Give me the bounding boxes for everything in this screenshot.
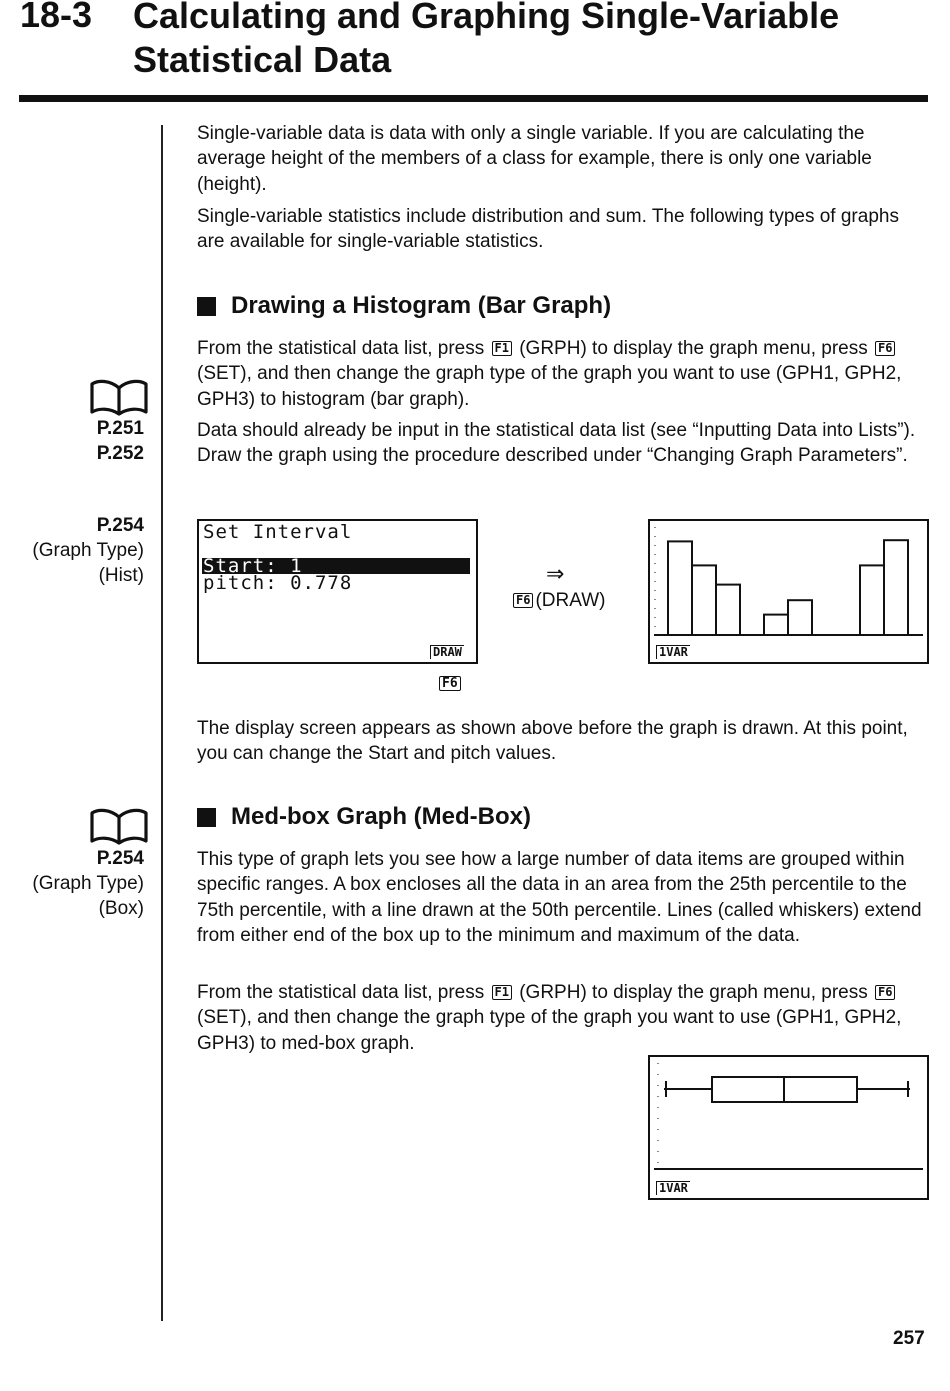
ref-box: (Box)	[98, 898, 144, 919]
histogram-plot	[650, 521, 927, 662]
histogram-bar	[668, 541, 692, 635]
section-number: 18-3	[20, 0, 93, 35]
f1-key-icon: F1	[492, 341, 512, 356]
title-rule	[19, 95, 928, 102]
histogram-bar	[764, 615, 788, 635]
square-bullet-icon-2	[197, 808, 216, 827]
histogram-paragraph-1	[197, 336, 922, 412]
medbox-heading	[197, 803, 531, 831]
box-p2-text-c: (SET), and then change the graph type of the graph you want to use (GPH1, GPH2, GPH3) to med-box graph.	[197, 1007, 902, 1054]
box-p2-text-a: From the statistical data list, press	[197, 982, 485, 1003]
f6-draw-key-icon: F6	[513, 593, 533, 608]
histogram-bar	[692, 565, 716, 635]
1var-softkey: 1VAR	[656, 645, 690, 659]
medbox-screen	[648, 1055, 929, 1200]
histogram-heading-text: Drawing a Histogram (Bar Graph)	[231, 292, 612, 319]
square-bullet-icon	[197, 297, 216, 316]
double-arrow-icon: ⇒	[546, 561, 565, 586]
1var-softkey-2: 1VAR	[656, 1181, 690, 1195]
draw-label-text: (DRAW)	[535, 590, 606, 611]
histogram-bar	[716, 585, 740, 635]
ref-page-252: P.252	[96, 443, 144, 464]
draw-softkey: DRAW	[430, 645, 464, 659]
histogram-bar	[788, 600, 812, 635]
lcd-line-pitch: pitch: 0.778	[203, 572, 353, 594]
margin-rule	[161, 125, 163, 1321]
page-title: Calculating and Graphing Single-Variable Statistical Data	[133, 0, 840, 80]
medbox-paragraph-1: This type of graph lets you see how a large number of data items are grouped within specific ranges. A box encloses all the data in an area from the 25th percentile to the 75th percentile, with a line drawn at the 50th percentile. Lines (called whiskers) extend from either end of the box up to the minimum and maximum of the data.	[197, 849, 922, 946]
histogram-after-paragraph: The display screen appears as shown above before the graph is drawn. At this point, you can change the Start and pitch values.	[197, 718, 908, 765]
hist-p1-text-c: (SET), and then change the graph type of the graph you want to use (GPH1, GPH2, GPH3) to histogram (bar graph).	[197, 363, 902, 410]
book-reference-icon	[90, 378, 148, 416]
book-reference-icon-2	[90, 807, 148, 845]
histogram-bar	[860, 565, 884, 635]
medbox-heading-text: Med-box Graph (Med-Box)	[231, 803, 531, 830]
margin-reference-hist-1	[97, 416, 144, 466]
ref-page-254: P.254	[96, 515, 144, 536]
page-number: 257	[893, 1328, 925, 1349]
margin-reference-box	[32, 846, 144, 921]
margin-reference-hist-2	[32, 513, 144, 588]
f6-key-icon: F6	[875, 341, 895, 356]
hist-p1-text-b: (GRPH) to display the graph menu, press	[519, 338, 868, 359]
histogram-bar	[884, 540, 908, 635]
histogram-paragraph-2: Data should already be input in the statistical data list (see “Inputting Data into Lists”). Draw the graph using the procedure described under “Changing Graph Parameters”.	[197, 420, 916, 467]
hist-p1-text-a: From the statistical data list, press	[197, 338, 485, 359]
ref-graph-type-box: (Graph Type)	[32, 873, 144, 894]
f1-key-icon-2: F1	[492, 985, 512, 1000]
lcd-line-start: Start: 1	[203, 555, 303, 577]
histogram-heading	[197, 292, 611, 320]
box-p2-text-b: (GRPH) to display the graph menu, press	[519, 982, 868, 1003]
f6-key-below-screen-icon: F6	[439, 676, 461, 691]
lcd-line-set-interval: Set Interval	[203, 521, 353, 543]
ref-page-254-box: P.254	[96, 848, 144, 869]
intro-paragraph-1: Single-variable data is data with only a single variable. If you are calculating the average height of the members of a class for example, there is only one variable (height).	[197, 123, 872, 195]
medbox-plot	[650, 1057, 927, 1198]
f6-key-icon-2: F6	[875, 985, 895, 1000]
histogram-screen	[648, 519, 929, 664]
ref-hist: (Hist)	[98, 565, 144, 586]
intro-paragraph-2: Single-variable statistics include distribution and sum. The following types of graphs are available for single-variable statistics.	[197, 206, 899, 253]
ref-graph-type: (Graph Type)	[32, 540, 144, 561]
medbox-paragraph-2	[197, 980, 922, 1056]
draw-label	[511, 590, 605, 612]
set-interval-screen	[197, 519, 478, 664]
ref-page-251: P.251	[96, 418, 144, 439]
